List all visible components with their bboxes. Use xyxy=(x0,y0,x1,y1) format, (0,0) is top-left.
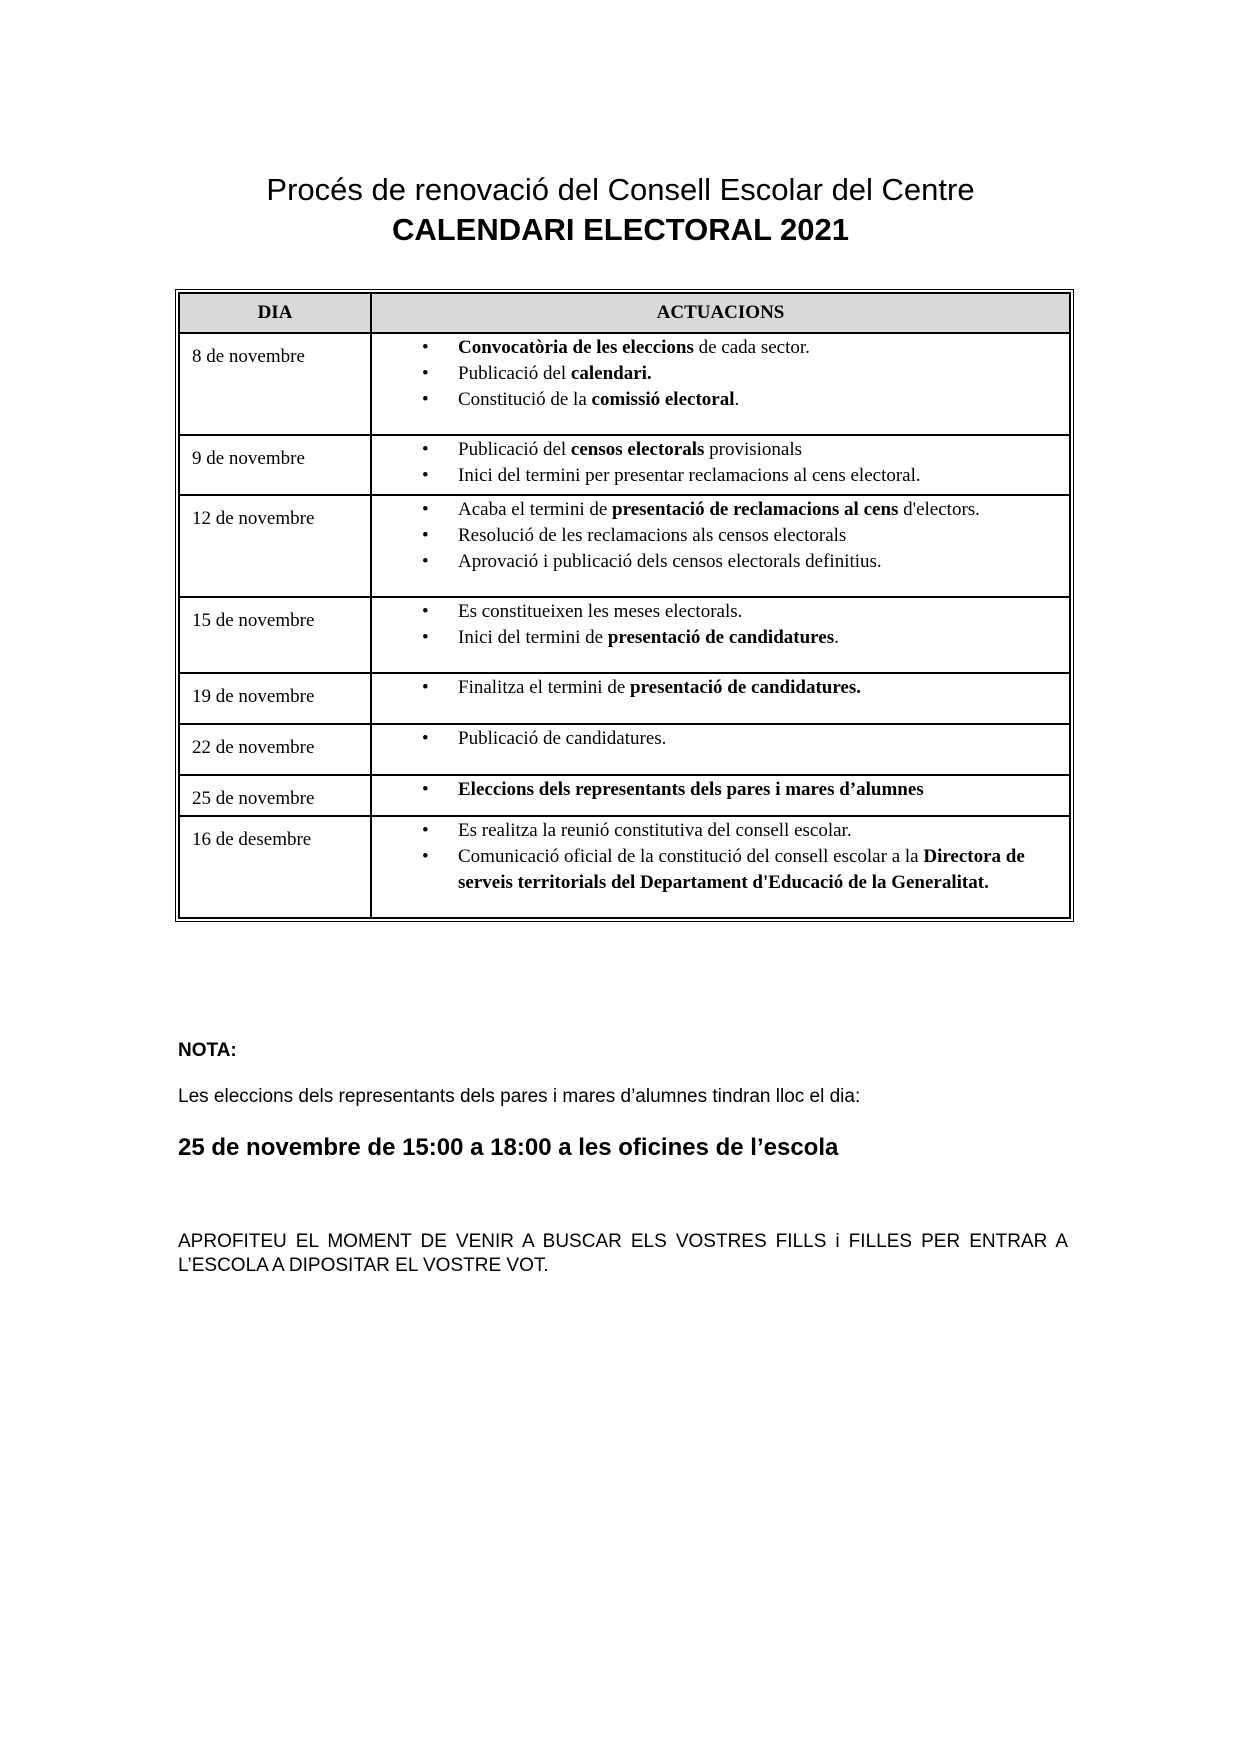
action-text: d'electors. xyxy=(898,499,980,520)
action-item xyxy=(372,675,1069,701)
action-item xyxy=(372,625,1069,651)
row-day: 15 de novembre xyxy=(179,597,371,673)
action-text: Publicació del xyxy=(458,439,571,460)
row-day: 8 de novembre xyxy=(179,333,371,435)
election-date-highlight: 25 de novembre de 15:00 a 18:00 a les oficines de l’escola xyxy=(178,1134,839,1161)
action-text-bold: presentació de reclamacions al cens xyxy=(612,499,899,520)
row-actions xyxy=(371,597,1070,673)
bullet-icon: • xyxy=(422,389,429,410)
action-text: Publicació de candidatures. xyxy=(458,728,667,749)
action-text: Comunicació oficial de la constitució del consell escolar a la xyxy=(458,846,924,867)
action-item xyxy=(372,844,1069,896)
table-header-row xyxy=(179,293,1070,333)
calendar-table-frame xyxy=(175,289,1074,922)
action-text: Constitució de la xyxy=(458,389,592,410)
action-text-bold: presentació de candidatures. xyxy=(630,677,862,698)
nota-label: NOTA: xyxy=(178,1040,237,1061)
action-text: Resolució de les reclamacions als censos electorals xyxy=(458,525,847,546)
action-text-bold: Directora de serveis territorials del Departament d'Educació de la Generalitat. xyxy=(458,846,1025,893)
action-item xyxy=(372,599,1069,625)
row-day: 9 de novembre xyxy=(179,435,371,495)
action-list xyxy=(372,675,1069,701)
row-day: 16 de desembre xyxy=(179,816,371,918)
action-item xyxy=(372,777,1069,803)
row-day: 12 de novembre xyxy=(179,495,371,597)
bullet-icon: • xyxy=(422,337,429,358)
action-item xyxy=(372,523,1069,549)
bullet-icon: • xyxy=(422,439,429,460)
bullet-icon: • xyxy=(422,846,429,867)
action-item xyxy=(372,549,1069,575)
action-text-bold: comissió electoral xyxy=(591,389,735,410)
row-day: 22 de novembre xyxy=(179,724,371,775)
action-text: . xyxy=(834,627,839,648)
table-row xyxy=(179,775,1070,816)
bullet-icon: • xyxy=(422,601,429,622)
table-row xyxy=(179,495,1070,597)
calendar-table xyxy=(178,292,1071,919)
row-actions xyxy=(371,333,1070,435)
closing-message: APROFITEU EL MOMENT DE VENIR A BUSCAR ELS VOSTRES FILLS i FILLES PER ENTRAR A L’ESCOLA A DIPOSITAR EL VOSTRE VOT. xyxy=(178,1231,1068,1276)
action-text: Finalitza el termini de xyxy=(458,677,631,698)
action-item xyxy=(372,818,1069,844)
row-day: 19 de novembre xyxy=(179,673,371,724)
action-text-bold: Eleccions dels representants dels pares i mares d’alumnes xyxy=(458,779,924,800)
table-row xyxy=(179,435,1070,495)
action-list xyxy=(372,497,1069,575)
bullet-icon: • xyxy=(422,820,429,841)
action-item xyxy=(372,497,1069,523)
action-text: de cada sector. xyxy=(693,337,810,358)
document-subtitle: CALENDARI ELECTORAL 2021 xyxy=(391,212,850,247)
table-row xyxy=(179,816,1070,918)
table-body xyxy=(179,333,1070,918)
header-actuacions: ACTUACIONS xyxy=(371,293,1070,333)
bullet-icon: • xyxy=(422,525,429,546)
action-text-bold: censos electorals xyxy=(570,439,705,460)
action-list xyxy=(372,726,1069,752)
bullet-icon: • xyxy=(422,779,429,800)
bullet-icon: • xyxy=(422,363,429,384)
row-day: 25 de novembre xyxy=(179,775,371,816)
action-list xyxy=(372,777,1069,803)
row-actions xyxy=(371,724,1070,775)
action-text-bold: calendari. xyxy=(570,363,652,384)
action-list xyxy=(372,818,1069,896)
action-text: Aprovació i publicació dels censos electorals definitius. xyxy=(458,551,882,572)
row-actions xyxy=(371,816,1070,918)
action-text: Es constitueixen les meses electorals. xyxy=(458,601,743,622)
nota-text: Les eleccions dels representants dels pares i mares d’alumnes tindran lloc el dia: xyxy=(178,1086,861,1107)
action-item xyxy=(372,437,1069,463)
action-text: Inici del termini per presentar reclamacions al cens electoral. xyxy=(458,465,921,486)
action-item xyxy=(372,387,1069,413)
action-item xyxy=(372,726,1069,752)
action-text-bold: presentació de candidatures xyxy=(607,627,835,648)
header-dia: DIA xyxy=(179,293,371,333)
row-actions xyxy=(371,775,1070,816)
action-item xyxy=(372,463,1069,489)
row-actions xyxy=(371,435,1070,495)
bullet-icon: • xyxy=(422,551,429,572)
bullet-icon: • xyxy=(422,499,429,520)
table-row xyxy=(179,724,1070,775)
action-item xyxy=(372,361,1069,387)
action-list xyxy=(372,335,1069,413)
row-actions xyxy=(371,495,1070,597)
action-text: provisionals xyxy=(704,439,803,460)
action-text: Es realitza la reunió constitutiva del consell escolar. xyxy=(458,820,852,841)
bullet-icon: • xyxy=(422,677,429,698)
document-title: Procés de renovació del Consell Escolar del Centre xyxy=(266,172,975,207)
action-item xyxy=(372,335,1069,361)
row-actions xyxy=(371,673,1070,724)
action-text: Publicació del xyxy=(458,363,571,384)
action-text: . xyxy=(734,389,740,410)
action-text: Inici del termini de xyxy=(458,627,608,648)
table-row xyxy=(179,597,1070,673)
table-row xyxy=(179,673,1070,724)
bullet-icon: • xyxy=(422,627,429,648)
table-row xyxy=(179,333,1070,435)
bullet-icon: • xyxy=(422,728,429,749)
action-text-bold: Convocatòria de les eleccions xyxy=(458,337,694,358)
action-list xyxy=(372,599,1069,651)
action-text: Acaba el termini de xyxy=(458,499,613,520)
action-list xyxy=(372,437,1069,489)
bullet-icon: • xyxy=(422,465,429,486)
